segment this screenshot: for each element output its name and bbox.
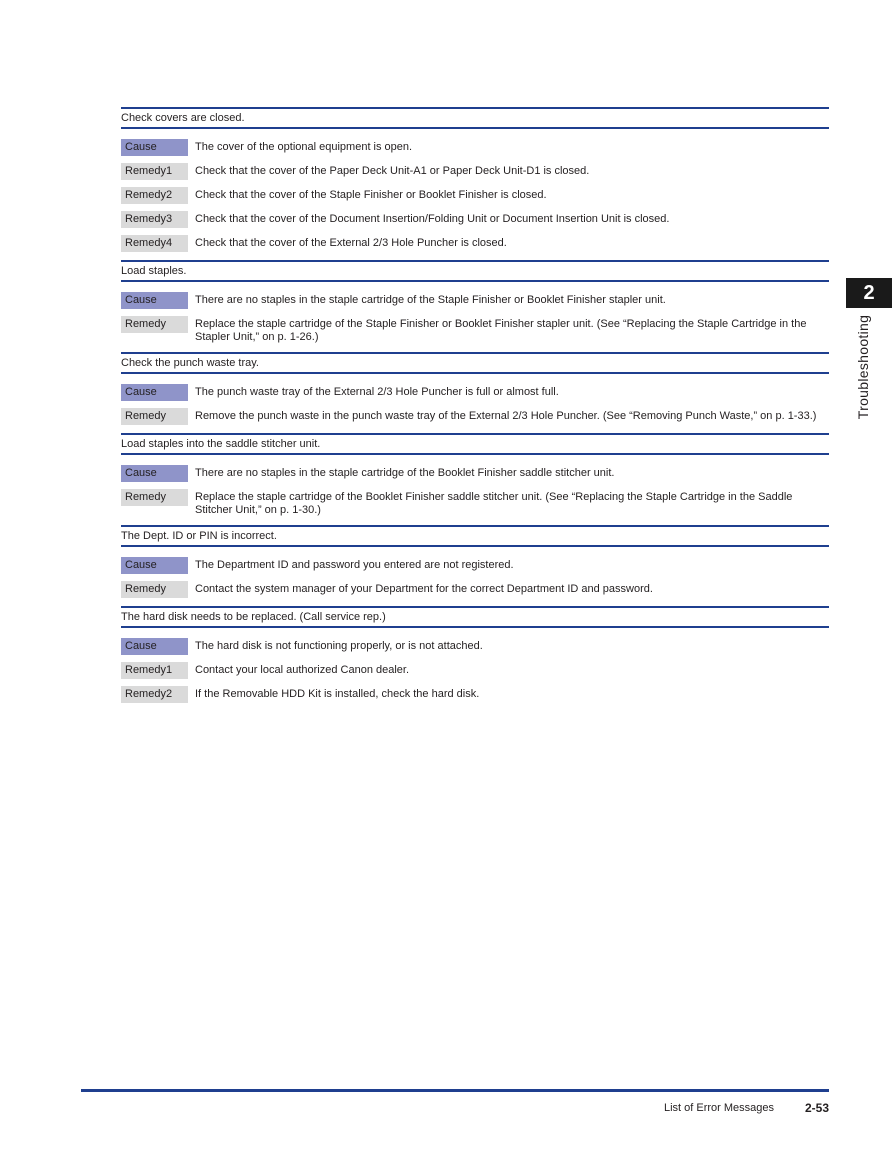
cause-text: There are no staples in the staple cartridge of the Staple Finisher or Booklet Finisher stapler unit. (195, 294, 666, 306)
footer-page-number: 2-53 (804, 1101, 829, 1115)
error-message-title: The hard disk needs to be replaced. (Call service rep.) (121, 606, 829, 628)
remedy-text: Remove the punch waste in the punch waste tray of the External 2/3 Hole Puncher. (See “Removing Punch Waste,” on p. 1-33.) (195, 410, 817, 422)
remedy-label: Remedy (121, 316, 188, 333)
remedy-label: Remedy4 (121, 235, 188, 252)
remedy-label: Remedy2 (121, 187, 188, 204)
cause-text: The cover of the optional equipment is open. (195, 141, 413, 153)
cause-row (121, 292, 829, 309)
remedy-row (121, 235, 829, 252)
remedy-row (121, 662, 829, 679)
cause-row (121, 638, 829, 655)
error-message-title: Load staples. (121, 260, 829, 282)
remedy-label: Remedy (121, 581, 188, 598)
cause-text: The Department ID and password you entered are not registered. (195, 559, 514, 571)
cause-remedy-list (121, 628, 829, 703)
remedy-label: Remedy (121, 489, 188, 506)
remedy-label: Remedy (121, 408, 188, 425)
remedy-text: Replace the staple cartridge of the Booklet Finisher saddle stitcher unit. (See “Replacing the Staple Cartridge in the Saddle Stitcher Unit,” on p. 1-30.) (195, 491, 793, 516)
remedy-text: Check that the cover of the Paper Deck Unit-A1 or Paper Deck Unit-D1 is closed. (195, 165, 590, 177)
remedy-row (121, 316, 829, 344)
remedy-label: Remedy3 (121, 211, 188, 228)
error-section (121, 352, 829, 425)
remedy-text: Check that the cover of the Document Insertion/Folding Unit or Document Insertion Unit is closed. (195, 213, 670, 225)
cause-text: The punch waste tray of the External 2/3 Hole Puncher is full or almost full. (195, 386, 559, 398)
remedy-row (121, 211, 829, 228)
cause-label: Cause (121, 384, 188, 401)
remedy-row (121, 489, 829, 517)
chapter-number-tab[interactable]: 2 (846, 278, 892, 308)
chapter-name-label: Troubleshooting (855, 314, 871, 420)
remedy-text: Check that the cover of the External 2/3 Hole Puncher is closed. (195, 237, 507, 249)
error-section (121, 260, 829, 344)
error-message-title: Check covers are closed. (121, 107, 829, 129)
remedy-text: If the Removable HDD Kit is installed, check the hard disk. (195, 688, 480, 700)
cause-label: Cause (121, 139, 188, 156)
error-message-title: Check the punch waste tray. (121, 352, 829, 374)
cause-label: Cause (121, 292, 188, 309)
cause-row (121, 465, 829, 482)
remedy-text: Replace the staple cartridge of the Staple Finisher or Booklet Finisher stapler unit. (See “Replacing the Staple Cartridge in the Stapler Unit,” on p. 1-26.) (195, 318, 807, 343)
cause-text: The hard disk is not functioning properly, or is not attached. (195, 640, 483, 652)
remedy-row (121, 408, 829, 425)
cause-remedy-list (121, 547, 829, 598)
remedy-text: Contact the system manager of your Department for the correct Department ID and password. (195, 583, 653, 595)
cause-text: There are no staples in the staple cartridge of the Booklet Finisher saddle stitcher unit. (195, 467, 615, 479)
error-message-title: The Dept. ID or PIN is incorrect. (121, 525, 829, 547)
cause-label: Cause (121, 465, 188, 482)
remedy-text: Check that the cover of the Staple Finisher or Booklet Finisher is closed. (195, 189, 547, 201)
error-section (121, 107, 829, 252)
error-section (121, 525, 829, 598)
error-section (121, 433, 829, 517)
cause-row (121, 557, 829, 574)
remedy-label: Remedy1 (121, 662, 188, 679)
cause-row (121, 384, 829, 401)
remedy-text: Contact your local authorized Canon dealer. (195, 664, 410, 676)
remedy-label: Remedy2 (121, 686, 188, 703)
cause-remedy-list (121, 455, 829, 517)
remedy-row (121, 581, 829, 598)
remedy-row (121, 163, 829, 180)
footer-rule (81, 1089, 829, 1092)
remedy-row (121, 686, 829, 703)
error-message-title: Load staples into the saddle stitcher unit. (121, 433, 829, 455)
cause-remedy-list (121, 374, 829, 425)
cause-label: Cause (121, 638, 188, 655)
cause-remedy-list (121, 129, 829, 252)
error-section (121, 606, 829, 703)
cause-label: Cause (121, 557, 188, 574)
footer-section-name: List of Error Messages (663, 1102, 774, 1114)
error-message-list (121, 107, 829, 711)
remedy-row (121, 187, 829, 204)
remedy-label: Remedy1 (121, 163, 188, 180)
cause-row (121, 139, 829, 156)
cause-remedy-list (121, 282, 829, 344)
